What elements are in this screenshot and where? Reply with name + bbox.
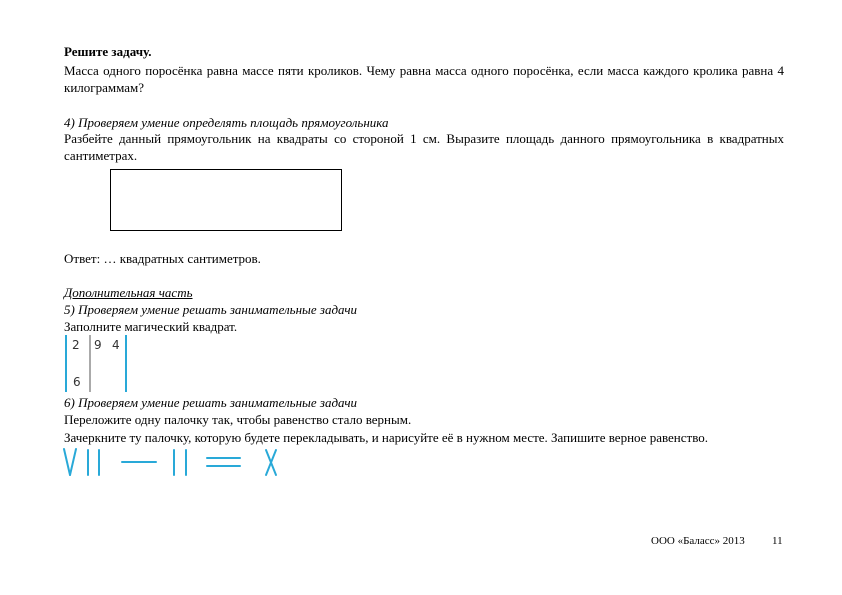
magic-square[interactable]: [64, 335, 128, 392]
magic-square-cell-r3c1: 6: [73, 375, 81, 389]
magic-square-cell-r1c2: 9: [94, 338, 102, 352]
task4-heading: 4) Проверяем умение определять площадь прямоугольника: [64, 115, 389, 130]
task4-text: Разбейте данный прямоугольник на квадраты со стороной 1 см. Выразите площадь данного прямоугольника в квадратных сантиметрах.: [64, 131, 784, 163]
stick-v-left: [64, 449, 70, 475]
page-number: 11: [772, 535, 783, 547]
task6-heading: 6) Проверяем умение решать занимательные задачи: [64, 395, 358, 410]
footer-publisher: ООО «Баласс» 2013: [651, 535, 745, 547]
stick-v-right: [70, 449, 76, 475]
task6-text1: Переложите одну палочку так, чтобы равенство стало верным.: [64, 412, 412, 427]
task5-heading: 5) Проверяем умение решать занимательные задачи: [64, 302, 358, 317]
task4-rectangle: [110, 169, 342, 231]
task1-heading: Решите задачу.: [64, 44, 152, 59]
task5-text: Заполните магический квадрат.: [64, 319, 238, 334]
magic-square-cell-r1c3: 4: [112, 338, 120, 352]
matchstick-equation: [60, 447, 290, 477]
task6-text2: Зачеркните ту палочку, которую будете перекладывать, и нарисуйте её в нужном месте. Запишите верное равенство.: [64, 430, 709, 445]
task4-answer: Ответ: … квадратных сантиметров.: [64, 251, 261, 266]
extra-part-heading: Дополнительная часть: [64, 285, 193, 300]
matchstick-figure: [60, 447, 290, 477]
magic-square-cell-r1c1: 2: [72, 338, 80, 352]
task1-text: Масса одного поросёнка равна массе пяти кроликов. Чему равна масса одного поросёнка, если масса каждого кролика равна 4 килограммам?: [64, 63, 784, 95]
